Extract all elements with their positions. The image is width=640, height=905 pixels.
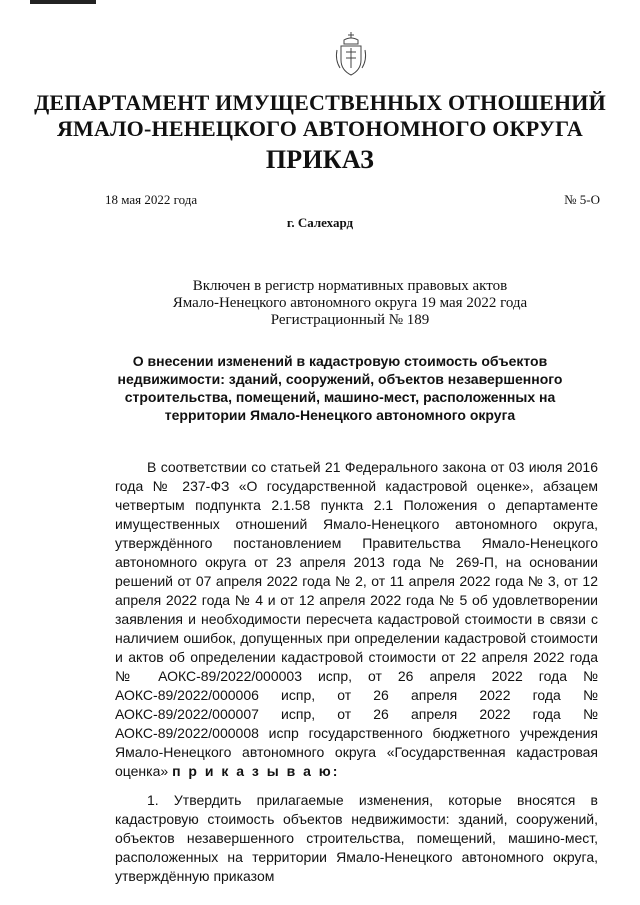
coat-of-arms-icon: [334, 30, 368, 78]
order-date: 18 мая 2022 года: [105, 192, 198, 207]
order-word: п р и к а з ы в а ю:: [172, 763, 340, 779]
top-edge-mark: [30, 0, 96, 4]
subject-line3: строительства, помещений, машино-мест, расположенных на: [124, 389, 556, 405]
department-name-line1: ДЕПАРТАМЕНТ ИМУЩЕСТВЕННЫХ ОТНОШЕНИЙ: [34, 90, 606, 115]
registration-line1: Включен в регистр нормативных правовых актов: [192, 278, 508, 294]
subject-line2: недвижимости: зданий, сооружений, объектов незавершенного: [117, 371, 563, 387]
document-type-title: ПРИКАЗ: [265, 145, 375, 174]
preamble-text: В соответствии со статьей 21 Федерального закона от 03 июля 2016 года № 237-ФЗ «О государственной кадастровой оценке», абзацем четвертым подпункта 2.1.58 пункта 2.1 Положения о департаменте имущественных отношений Ямало-Ненецкого автономного округа, утверждённого постановлением Правительства Ямало-Ненецкого автономного округа от 23 апреля 2013 года № 269-П, на основании решений от 07 апреля 2022 года № 2, от 11 апреля 2022 года № 3, от 12 апреля 2022 года № 4 и от 12 апреля 2022 года № 5 об удовлетворении заявления и необходимости пересчета кадастровой стоимости в связи с наличием ошибок, допущенных при определении кадастровой стоимости и актов об определении кадастровой стоимости от 22 апреля 2022 года № АОКС-89/2022/000003 испр, от 26 апреля 2022 года № АОКС-89/2022/000006 испр, от 26 апреля 2022 года № АОКС-89/2022/000007 испр, от 26 апреля 2022 года № АОКС-89/2022/000008 испр государственного бюджетного учреждения Ямало-Ненецкого автономного округа «Государственная кадастровая оценка»: [115, 459, 598, 779]
subject-line1: О внесении изменений в кадастровую стоимость объектов: [132, 353, 548, 369]
order-number: № 5-О: [564, 192, 600, 207]
order-subject: [90, 352, 590, 424]
order-body: [115, 458, 598, 886]
department-name-line2: ЯМАЛО-НЕНЕЦКОГО АВТОНОМНОГО ОКРУГА: [56, 116, 584, 141]
registration-line2: Ямало-Ненецкого автономного округа 19 мая 2022 года: [172, 295, 528, 311]
registration-line3: Регистрационный № 189: [270, 312, 430, 328]
subject-line4: территории Ямало-Ненецкого автономного округа: [164, 407, 516, 423]
preamble-paragraph: [115, 458, 598, 781]
order-city: г. Салехард: [286, 215, 354, 230]
order-item-1: 1. Утвердить прилагаемые изменения, которые вносятся в кадастровую стоимость объектов недвижимости: зданий, сооружений, объектов незавершенного строительства, помещений, машино-мест, расположенных на территории Ямало-Ненецкого автономного округа, утверждённую приказом: [115, 792, 598, 884]
registration-note: [0, 278, 640, 329]
